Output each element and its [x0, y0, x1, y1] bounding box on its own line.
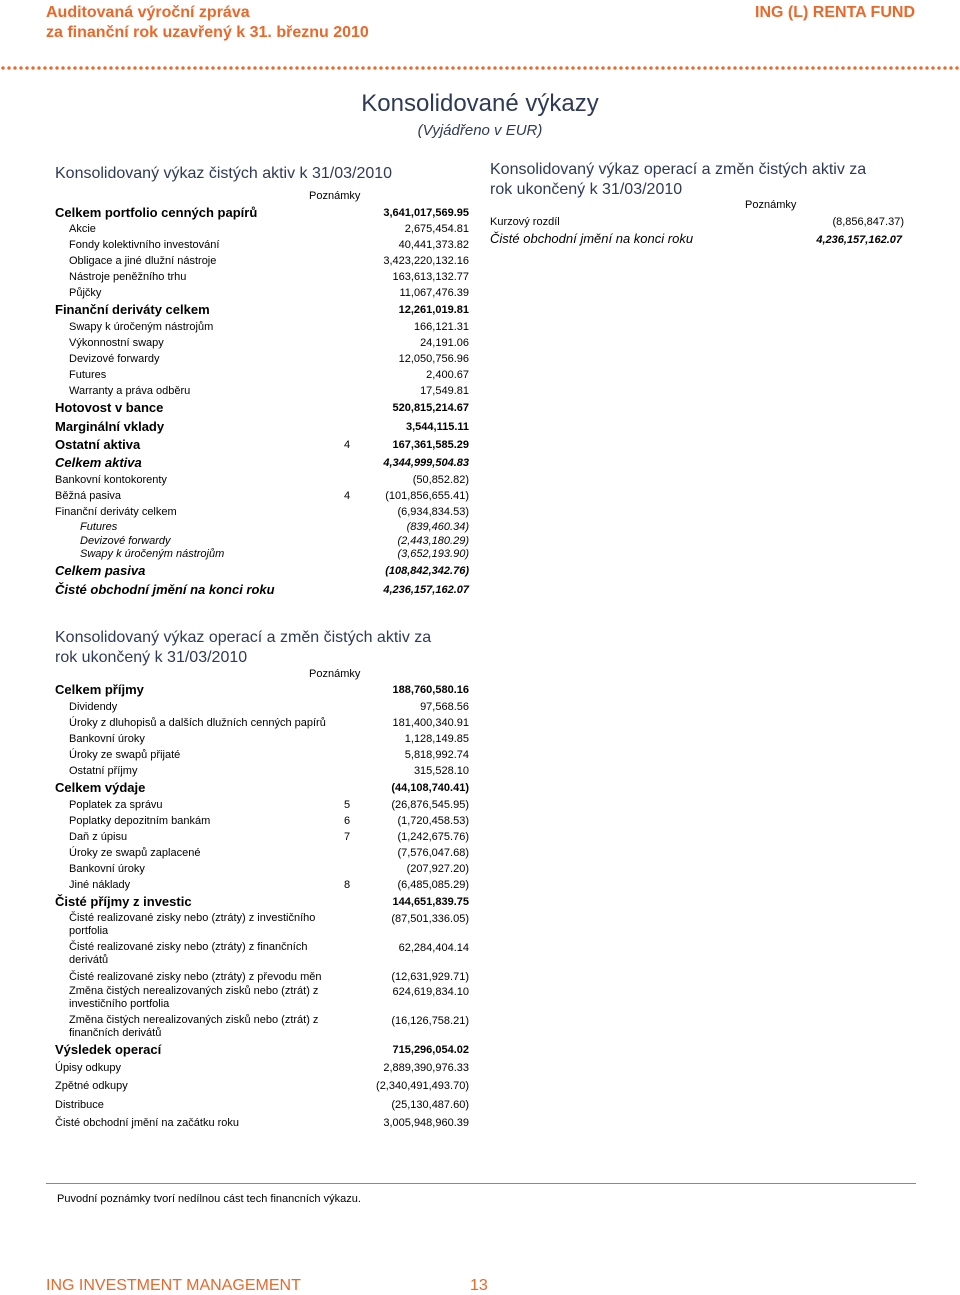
- assets-row-nastroje-penezniho-trhu: [55, 269, 469, 285]
- ops-row-uroky-ze-swapu-prijate: [55, 747, 469, 763]
- ops-row-ostatni-prijmy: [55, 763, 469, 779]
- assets-row-devizove-forwardy: [55, 351, 469, 367]
- ops-right-row-exchange: [490, 214, 904, 230]
- row-label: Daň z úpisu: [69, 831, 128, 843]
- row-value: (8,856,847.37): [832, 216, 904, 228]
- header-title-line2: za finanční rok uzavřený k 31. březnu 2010: [46, 24, 369, 41]
- row-value: (1,242,675.76): [397, 831, 469, 843]
- footer-page-number: 13: [470, 1277, 488, 1294]
- row-label: Čisté příjmy z investic: [55, 894, 192, 909]
- row-value: (108,842,342.76): [385, 565, 469, 577]
- row-label: Čisté obchodní jmění na konci roku: [55, 582, 275, 597]
- row-value: 167,361,585.29: [392, 439, 469, 451]
- row-value: (1,720,458.53): [397, 815, 469, 827]
- row-label: Fondy kolektivního investování: [69, 239, 220, 251]
- row-label: Celkem aktiva: [55, 455, 142, 470]
- header-fund-name: ING (L) RENTA FUND: [755, 4, 915, 21]
- row-label: Ostatní aktiva: [55, 437, 141, 452]
- row-label: Úroky z dluhopisů a dalších dlužních cenných papírů: [69, 717, 326, 729]
- assets-row-marginalni-vklady: [55, 419, 469, 435]
- row-label: Změna čistých nerealizovaných zisků nebo (ztrát) z finančních derivátů: [69, 1014, 319, 1039]
- row-label: Obligace a jiné dlužní nástroje: [69, 255, 217, 267]
- row-note: 4: [343, 490, 351, 502]
- row-value: 3,005,948,960.39: [383, 1117, 469, 1129]
- row-label: Distribuce: [55, 1099, 104, 1111]
- ops-right-notes-header: Poznámky: [745, 199, 797, 211]
- row-label: Půjčky: [69, 287, 102, 299]
- assets-row-celkem-aktiva: [55, 455, 469, 471]
- row-value: (6,934,834.53): [397, 506, 469, 518]
- row-value: (50,852.82): [412, 474, 469, 486]
- ops-row-poplatek-za-spravu: [55, 797, 469, 813]
- assets-row-futures: [55, 367, 469, 383]
- ops-row-ciste-realizovane-zisky-nebo-ztraty-z-pr: [55, 969, 469, 985]
- row-label: Čisté realizované zisky nebo (ztráty) z převodu měn: [69, 971, 322, 983]
- row-label: Devizové forwardy: [80, 535, 171, 547]
- assets-row-celkem-pasiva: [55, 563, 469, 579]
- row-label: Bankovní úroky: [69, 733, 145, 745]
- ops-row-ciste-prijmy-z-investic: [55, 894, 469, 910]
- row-label: Čisté realizované zisky nebo (ztráty) z investičního portfolia: [69, 912, 316, 937]
- row-note: 4: [343, 439, 351, 451]
- row-value: 4,236,157,162.07: [383, 584, 469, 596]
- row-value: (2,340,491,493.70): [376, 1080, 469, 1092]
- row-label: Celkem pasiva: [55, 563, 146, 578]
- row-value: 166,121.31: [413, 321, 469, 333]
- row-value: (87,501,336.05): [391, 913, 469, 925]
- row-value: 144,651,839.75: [392, 896, 469, 908]
- row-value: 2,400.67: [426, 369, 469, 381]
- row-label: Jiné náklady: [69, 879, 131, 891]
- page-title-text: Konsolidované výkazy: [361, 90, 599, 117]
- row-label: Kurzový rozdíl: [490, 216, 560, 228]
- row-value: (2,443,180.29): [397, 535, 469, 547]
- row-value: (6,485,085.29): [397, 879, 469, 891]
- row-label: Finanční deriváty celkem: [55, 506, 177, 518]
- row-label: Marginální vklady: [55, 419, 165, 434]
- ops-right-title-line2: rok ukončený k 31/03/2010: [490, 181, 683, 198]
- row-value: 3,544,115.11: [405, 421, 469, 433]
- ops-row-zmena-cistych-nerealizovanych-zisku-nebo: [55, 984, 469, 1010]
- row-label: Bankovní kontokorenty: [55, 474, 167, 486]
- assets-row-akcie: [55, 221, 469, 237]
- ops-row-bankovni-uroky: [55, 731, 469, 747]
- ops-section-title-line2: rok ukončený k 31/03/2010: [55, 649, 248, 666]
- row-label: Finanční deriváty celkem: [55, 302, 210, 317]
- assets-row-warranty-a-prava-odberu: [55, 383, 469, 399]
- row-value: 4,344,999,504.83: [383, 457, 469, 469]
- assets-row-hotovost-v-bance: [55, 400, 469, 416]
- ops-right-title-line1: Konsolidovaný výkaz operací a změn čistých aktiv za: [490, 161, 867, 178]
- row-value: 2,675,454.81: [404, 223, 469, 235]
- row-label: Výkonnostní swapy: [69, 337, 164, 349]
- ops-row-upisy-odkupy: [55, 1060, 469, 1076]
- row-value: 1,128,149.85: [404, 733, 469, 745]
- row-value: (839,460.34): [406, 521, 469, 533]
- row-label: Běžná pasiva: [55, 490, 122, 502]
- row-label: Úpisy odkupy: [55, 1062, 122, 1074]
- assets-row-pujcky: [55, 285, 469, 301]
- assets-row-celkem-portfolio-cennych-papiru: [55, 205, 469, 221]
- row-value: 3,423,220,132.16: [383, 255, 469, 267]
- row-value: 181,400,340.91: [392, 717, 469, 729]
- row-value: 11,067,476.39: [399, 287, 469, 299]
- row-label: Zpětné odkupy: [55, 1080, 128, 1092]
- assets-row-fondy-kolektivniho-investovani: [55, 237, 469, 253]
- page-subtitle: (Vyjádřeno v EUR): [417, 122, 543, 139]
- ops-right-row-net-assets: [490, 232, 904, 248]
- assets-row-vykonnostni-swapy: [55, 335, 469, 351]
- row-label: Čisté obchodní jmění na začátku roku: [55, 1117, 240, 1129]
- row-label: Swapy k úročeným nástrojům: [69, 321, 214, 333]
- row-label: Celkem příjmy: [55, 682, 144, 697]
- assets-row-ciste-obchodni-jmeni-na-konci-roku: [55, 582, 469, 598]
- dotted-divider: [0, 66, 960, 70]
- ops-row-bankovni-uroky: [55, 861, 469, 877]
- row-value: 3,641,017,569.95: [383, 207, 469, 219]
- row-value: 40,441,373.82: [398, 239, 469, 251]
- row-label: Celkem výdaje: [55, 780, 146, 795]
- row-value: 188,760,580.16: [392, 684, 469, 696]
- assets-row-bankovni-kontokorenty: [55, 472, 469, 488]
- ops-row-celkem-vydaje: [55, 780, 469, 796]
- row-value: (101,856,655.41): [385, 490, 469, 502]
- assets-row-obligace-a-jine-dluzni-nastroje: [55, 253, 469, 269]
- row-value: 12,050,756.96: [398, 353, 469, 365]
- row-value: (7,576,047.68): [397, 847, 469, 859]
- ops-row-zpetne-odkupy: [55, 1078, 469, 1094]
- ops-row-uroky-ze-swapu-zaplacene: [55, 845, 469, 861]
- row-value: 624,619,834.10: [392, 986, 469, 998]
- ops-row-zmena-cistych-nerealizovanych-zisku-nebo: [55, 1013, 469, 1039]
- row-label: Akcie: [69, 223, 96, 235]
- row-label: Bankovní úroky: [69, 863, 145, 875]
- row-value: 2,889,390,976.33: [383, 1062, 469, 1074]
- row-label: Hotovost v bance: [55, 400, 164, 415]
- footnote: Puvodní poznámky tvorí nedílnou cást tech financních výkazu.: [57, 1193, 361, 1205]
- row-value: 163,613,132.77: [392, 271, 469, 283]
- row-value: 520,815,214.67: [392, 402, 469, 414]
- assets-row-financni-derivaty-celkem: [55, 504, 469, 520]
- assets-row-ostatni-aktiva: [55, 437, 469, 453]
- ops-row-ciste-realizovane-zisky-nebo-ztraty-z-in: [55, 911, 469, 937]
- assets-notes-header: Poznámky: [309, 190, 361, 202]
- row-label: Dividendy: [69, 701, 118, 713]
- row-label: Futures: [69, 369, 107, 381]
- ops-row-dividendy: [55, 699, 469, 715]
- row-note: 6: [343, 815, 351, 827]
- ops-row-uroky-z-dluhopisu-a-dalsich-dluznich-cen: [55, 715, 469, 731]
- row-label: Celkem portfolio cenných papírů: [55, 205, 258, 220]
- row-value: 5,818,992.74: [404, 749, 469, 761]
- footer-company: ING INVESTMENT MANAGEMENT: [46, 1277, 301, 1294]
- row-value: 12,261,019.81: [398, 304, 469, 316]
- ops-row-dan-z-upisu: [55, 829, 469, 845]
- ops-row-jine-naklady: [55, 877, 469, 893]
- row-label: Úroky ze swapů přijaté: [69, 749, 181, 761]
- row-label: Čisté obchodní jmění na konci roku: [490, 231, 694, 246]
- row-label: Futures: [80, 521, 118, 533]
- row-value: 315,528.10: [413, 765, 469, 777]
- ops-row-distribuce: [55, 1097, 469, 1113]
- assets-row-swapy-k-urocenym-nastrojum: [55, 546, 469, 562]
- row-value: (12,631,929.71): [391, 971, 469, 983]
- row-value: (26,876,545.95): [391, 799, 469, 811]
- row-value: (3,652,193.90): [397, 548, 469, 560]
- row-label: Úroky ze swapů zaplacené: [69, 847, 201, 859]
- row-value: 62,284,404.14: [398, 942, 469, 954]
- row-value: (25,130,487.60): [391, 1099, 469, 1111]
- row-value: 17,549.81: [420, 385, 469, 397]
- row-value: (16,126,758.21): [391, 1015, 469, 1027]
- row-label: Swapy k úročeným nástrojům: [80, 548, 225, 560]
- ops-row-celkem-prijmy: [55, 682, 469, 698]
- row-value: 715,296,054.02: [392, 1044, 469, 1056]
- row-value: 4,236,157,162.07: [816, 234, 902, 246]
- row-label: Ostatní příjmy: [69, 765, 138, 777]
- row-label: Poplatky depozitním bankám: [69, 815, 211, 827]
- row-value: 24,191.06: [420, 337, 469, 349]
- row-value: (44,108,740.41): [391, 782, 469, 794]
- page-title: [0, 90, 960, 118]
- row-value: (207,927.20): [406, 863, 469, 875]
- assets-row-financni-derivaty-celkem: [55, 302, 469, 318]
- ops-row-ciste-obchodni-jmeni-na-zacatku-roku: [55, 1115, 469, 1131]
- row-label: Warranty a práva odběru: [69, 385, 191, 397]
- row-label: Změna čistých nerealizovaných zisků nebo (ztrát) z investičního portfolia: [69, 985, 319, 1010]
- row-value: 97,568.56: [420, 701, 469, 713]
- ops-row-poplatky-depozitnim-bankam: [55, 813, 469, 829]
- row-label: Nástroje peněžního trhu: [69, 271, 187, 283]
- row-note: 8: [343, 879, 351, 891]
- assets-section-title: Konsolidovaný výkaz čistých aktiv k 31/03/2010: [55, 165, 393, 182]
- row-label: Čisté realizované zisky nebo (ztráty) z finančních derivátů: [69, 941, 308, 966]
- ops-section-title-line1: Konsolidovaný výkaz operací a změn čistých aktiv za: [55, 629, 432, 646]
- assets-row-bezna-pasiva: [55, 488, 469, 504]
- footnote-divider: [46, 1183, 916, 1184]
- row-note: 7: [343, 831, 351, 843]
- ops-row-ciste-realizovane-zisky-nebo-ztraty-z-fi: [55, 940, 469, 966]
- row-label: Výsledek operací: [55, 1042, 162, 1057]
- ops-notes-header: Poznámky: [309, 668, 361, 680]
- row-label: Poplatek za správu: [69, 799, 163, 811]
- row-note: 5: [343, 799, 351, 811]
- header-title-line1: Auditovaná výroční zpráva: [46, 4, 250, 21]
- row-label: Devizové forwardy: [69, 353, 160, 365]
- assets-row-swapy-k-urocenym-nastrojum: [55, 319, 469, 335]
- ops-row-vysledek-operaci: [55, 1042, 469, 1058]
